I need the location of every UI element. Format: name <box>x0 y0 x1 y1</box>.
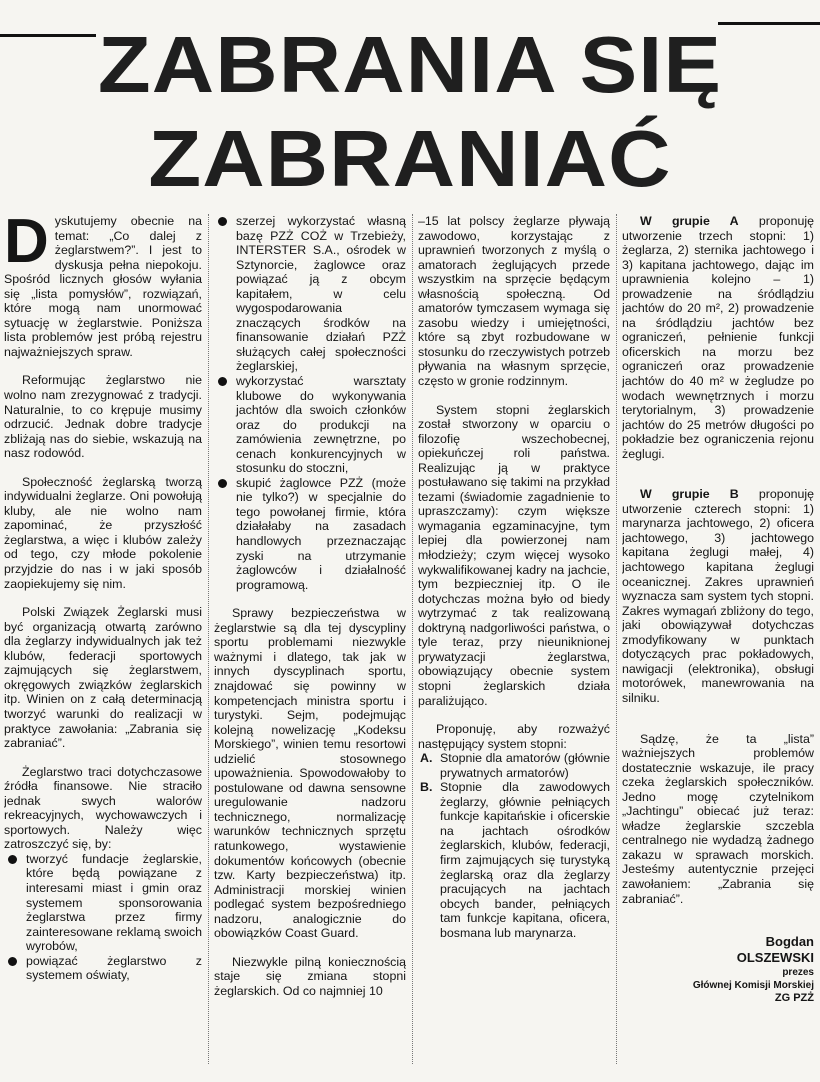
paragraph-intro: Dyskutujemy obecnie na temat: „Co dalej z żeglarstwem?”. I jest to dyskusja pełna niepokoju. Spośród licznych głosów wyłania się „lista pomysłów”, rozwiązań, które mogą nam unormować sytuację w żeglarstwie. Poniższa lista problemów jest próbą rejestru najważniejszych spraw. <box>4 214 202 359</box>
headline-line-2: ZABRANIAĆ <box>148 114 672 203</box>
bullet-list <box>214 214 406 592</box>
paragraph: Niezwykle pilną koniecznością staje się zmiana stopni żeglarskich. Od co najmniej 10 <box>214 954 406 998</box>
list-item: skupić żaglowce PZŻ (może nie tylko?) w specjalnie do tego powołanej firmie, która działałaby na zasadach handlowych przeznaczając zyski na utrzymanie żaglowców i działalność programową. <box>214 476 406 592</box>
author-last-name: OLSZEWSKI <box>736 950 814 966</box>
article-column-3 <box>418 214 610 1076</box>
column-divider <box>208 214 209 1064</box>
article-column-1 <box>4 214 202 1076</box>
list-item: wykorzystać warsztaty klubowe do wykonywania jachtów dla swoich członków oraz do produkcji na zamówienia zewnętrzne, po cenach konkurencyjnych w stosunku do stoczni, <box>214 374 406 476</box>
paragraph: –15 lat polscy żeglarze pływają zawodowo, korzystając z uprawnień tworzonych z myślą o amatorach żeglujących przede wszystkim na sprzęcie będącym własnością społeczną. Od amatorów tymczasem wymaga się zasobu wiedzy i umiejętności, które są zbyt rozbudowane w stosunku do rzeczywistych potrzeb pływania na własnym sprzęcie, często w gronie rodzinnym. <box>418 214 610 389</box>
column-divider <box>412 214 413 1064</box>
list-item: B. Stopnie dla zawodowych żeglarzy, głównie pełniących funkcje kapitańskie i oficerskie na jachtach ośrodków żeglarskich, klubów, federacji, firm zajmujących się turystyką żeglarską oraz dla żeglarzy pracujących na jachtach obcych bander, pełniących tam funkcje kapitana, oficera, bosmana lub marynarza. <box>420 780 610 940</box>
paragraph-closing: Sądzę, że ta „lista” ważniejszych problemów dostatecznie wskazuje, ile pracy czeka żeglarskich społeczników. Jedno mogę czytelnikom „Jachtingu” obiecać już teraz: władze żeglarskie szczebla centralnego nie wydadzą żadnego zakazu w sprawach morskich. Jesteśmy autentycznie przejęci zawołaniem: „Zabrania się zabraniać”. <box>622 731 814 906</box>
author-role: ZG PZŻ <box>774 992 814 1005</box>
list-marker: B. <box>420 780 433 795</box>
paragraph: Żeglarstwo traci dotychczasowe źródła finansowe. Nie straciło jednak swych walorów rekreacyjnych, wychowawczych i sportowych. Należy więc zatroszczyć się, by: <box>4 764 202 852</box>
author-signature <box>622 934 814 1005</box>
list-item: powiązać żeglarstwo z systemem oświaty, <box>4 954 202 983</box>
paragraph: Sprawy bezpieczeństwa w żeglarstwie są dla tej dyscypliny sportu problemami niezwykle ważnymi i dlatego, tak jak w innych dyscyplinach sportu, znajdować się powinny w kompetencjach ministra sportu i turystyki. Sejm, podejmując kolejną nowelizację „Kodeksu Morskiego”, winien temu resortowi udzielić stosownego upoważnienia. Spowodowałoby to postulowane od dawna sensowne uregulowanie nadzoru technicznego, normalizację warunków technicznych sprzętu ratunkowego, wystawienie dokumentów końcowych (obecnie tzw. Karty bezpieczeństwa) itp. Administracji morskiej winien podlegać system bezpośredniego nadzoru, analogicznie do obowiązków Coast Guard. <box>214 606 406 941</box>
list-item: szerzej wykorzystać własną bazę PZŻ COŻ w Trzebieży, INTERSTER S.A., ośrodek w Sztynorcie, żaglowce oraz powiązać ją z obcym kapitałem, w celu wygospodarowania znaczących środków na finansowanie działań PZŻ służących całej społeczności żeglarskiej, <box>214 214 406 374</box>
article-column-4 <box>622 214 814 1076</box>
headline-line-1: ZABRANIA SIĘ <box>97 20 723 109</box>
paragraph: Społeczność żeglarską tworzą indywidualni żeglarze. Oni powołują kluby, ale nie wolno nam zapominać, że przyszłość żeglarstwa, a więc i klubów zależy od tego, czy młode pokolenie przyjdzie do nas i w jaki sposób zaopiekujemy się nim. <box>4 474 202 591</box>
group-a-label: W grupie A <box>640 214 739 228</box>
paragraph: Reformując żeglarstwo nie wolno nam zrezygnować z tradycji. Naturalnie, to co krępuje musimy odrzucić. Jednak dobre tradycje zbliżają nas do siebie, wskazują na nasz rodowód. <box>4 373 202 461</box>
list-item: tworzyć fundacje żeglarskie, które będą powiązane z interesami miast i gmin oraz systemem sponsorowania żeglarstwa przez firmy zainteresowane reklamą swoich wyrobów, <box>4 852 202 954</box>
author-role: Głównej Komisji Morskiej <box>692 980 814 992</box>
paragraph-group-b: W grupie B proponuję utworzenie czterech stopni: 1) marynarza jachtowego, 2) oficera jachtowego, 3) jachtowego kapitana żeglugi małej, 4) jachtowego kapitana żeglugi oceanicznej. Zakres uprawnień wyznacza sam system tych stopni. Zakres wymagań zbliżony do tego, jaki obowiązywał dotychczas zmodyfikowany w punktach dotyczących prac pokładowych, nawigacji (elektronika), obsługi motorówek, manewrowania na silniku. <box>622 487 814 705</box>
paragraph-group-a: W grupie A proponuję utworzenie trzech stopni: 1) żeglarza, 2) sternika jachtowego i 3) kapitana jachtowego, dając im uprawnienia kolejno – 1) prowadzenie na śródlądziu jachtów do 20 m², 2) prowadzenie na śródlądziu jachtów bez ograniczeń, pełnienie funkcji oficerskich na morzu bez ograniczeń oraz prowadzenie jachtów do 40 m² w żegludze po wodach wewnętrznych i morzu terytorialnym, 3) prowadzenie jachtów do 25 metrów długości po pokładzie bez ograniczenia rejonu żeglugi. <box>622 214 814 461</box>
author-role: prezes <box>782 967 814 979</box>
paragraph: System stopni żeglarskich został stworzony w oparciu o filozofię wszechobecnej, opiekuńczej roli państwa. Realizując ją w praktyce postuławano się takimi na przykład tezami (świadomie zagadnienie to upraszczamy): czym większe wymagania egzaminacyjne, tym lepiej dla powierzonej nam młodzieży; czym więcej wysoko wykwalifikowanej kadry na jachcie, tym bezpieczniej itp. O ile dotychczas można było od biedy wytrzymać z tak realizowaną doktryną nadgorliwości państwa, o tyle teraz, przy nieuniknionej prywatyzacji żeglarstwa, obowiązujący obecnie system stopni żeglarskich działa paraliżująco. <box>418 402 610 708</box>
author-first-name: Bogdan <box>765 934 814 950</box>
bullet-list <box>4 852 202 983</box>
list-item: A. Stopnie dla amatorów (głównie prywatnych armatorów) <box>420 751 610 780</box>
column-divider <box>616 214 617 1064</box>
drop-cap: D <box>4 214 49 276</box>
degree-system-list <box>418 751 610 940</box>
list-marker: A. <box>420 751 433 766</box>
paragraph: Polski Związek Żeglarski musi być organizacją otwartą zarówno dla żeglarzy indywidualnych jak też klubów, federacji sportowych zajmujących się żeglarstwem, okręgowych związków żeglarskich itp. Winien on z całą determinacją tworzyć warunki do realizacji w praktyce zawołania: „Zabrania się zabraniać”. <box>4 605 202 751</box>
paragraph: Proponuję, aby rozważyć następujący system stopni: <box>418 722 610 751</box>
article-column-2 <box>214 214 406 1076</box>
group-b-label: W grupie B <box>640 487 739 502</box>
